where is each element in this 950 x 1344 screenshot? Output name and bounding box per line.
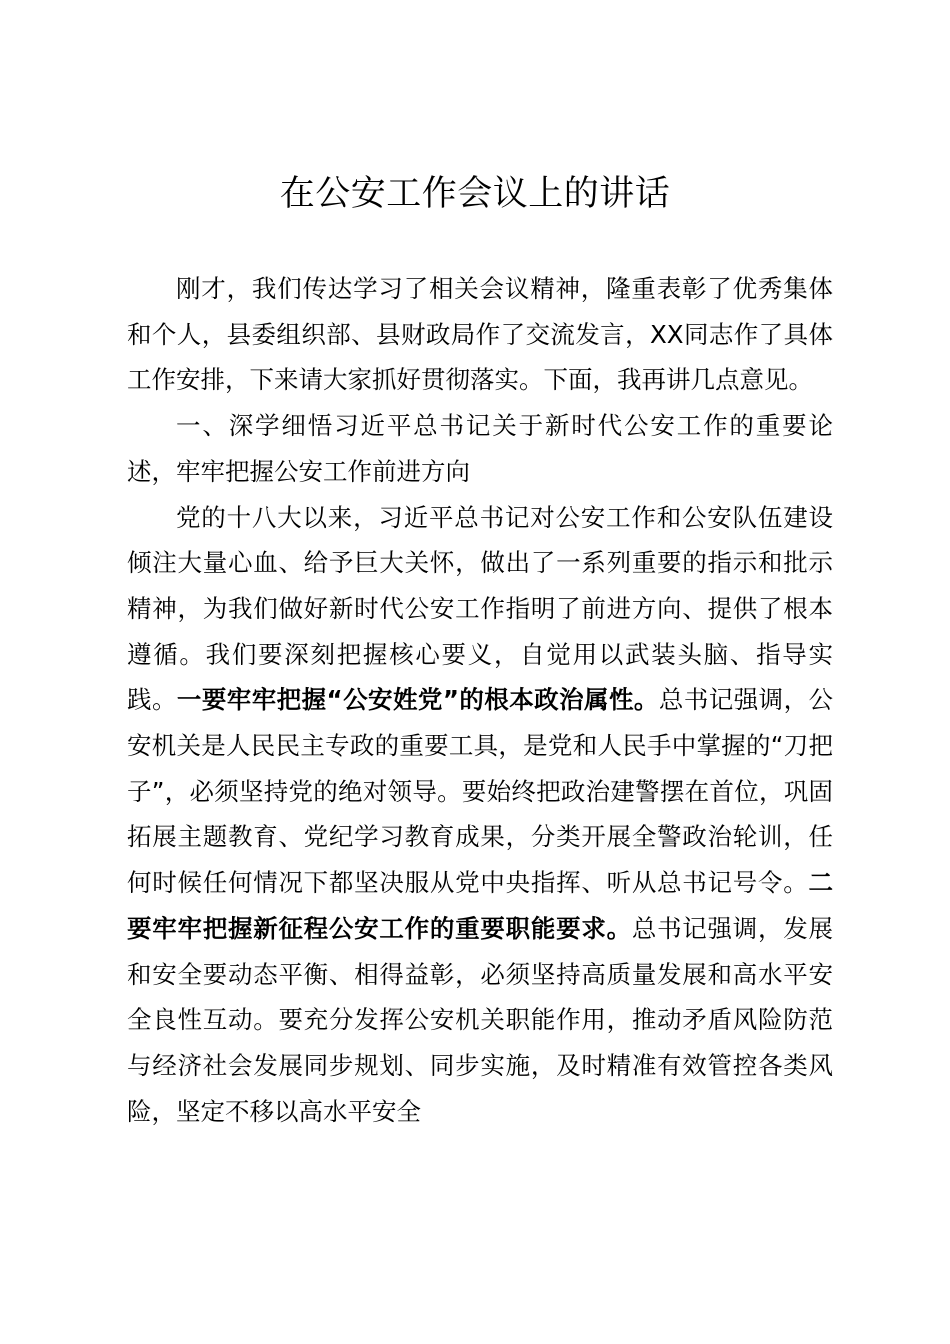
- section-heading-1: [127, 403, 833, 494]
- paragraph-intro-text: 刚才，我们传达学习了相关会议精神，隆重表彰了优秀集体和个人，县委组织部、县财政局作了交流发言，XX同志作了具体工作安排，下来请大家抓好贯彻落实。下面，我再讲几点意见。: [127, 274, 833, 395]
- paragraph-intro: [127, 266, 833, 403]
- paragraph-text: 总书记强调，公安机关是人民民主专政的重要工具，是党和人民手中掌握的“刀把子”，必须坚持党的绝对领导。要始终把政治建警摆在首位，巩固拓展主题教育、党纪学习教育成果，分类开展全警政治轮训，任何时候任何情况下都坚决服从党中央指挥、听从总书记号令。: [127, 685, 834, 898]
- bold-point-2: 二要牢牢把握新征程公安工作的重要职能要求。: [127, 868, 833, 943]
- paragraph-section-1: [127, 495, 833, 1135]
- page-title: 在公安工作会议上的讲话: [279, 174, 671, 214]
- document-body: [127, 266, 833, 1134]
- paragraph-text: 总书记强调，发展和安全要动态平衡、相得益彰，必须坚持高质量发展和高水平安全良性互动。要充分发挥公安机关职能作用，推动矛盾风险防范与经济社会发展同步规划、同步实施，及时精准有效管控各类风险，坚定不移以高水平安全: [127, 913, 834, 1126]
- paragraph-text: 党的十八大以来，习近平总书记对公安工作和公安队伍建设倾注大量心血、给予巨大关怀，做出了一系列重要的指示和批示精神，为我们做好新时代公安工作指明了前进方向、提供了根本遵循。我们要深刻把握核心要义，自觉用以武装头脑、指导实践。: [127, 502, 833, 715]
- bold-point-1: 一要牢牢把握“公安姓党”的根本政治属性。: [176, 685, 659, 715]
- section-heading-1-text: 一、深学细悟习近平总书记关于新时代公安工作的重要论述，牢牢把握公安工作前进方向: [127, 411, 833, 486]
